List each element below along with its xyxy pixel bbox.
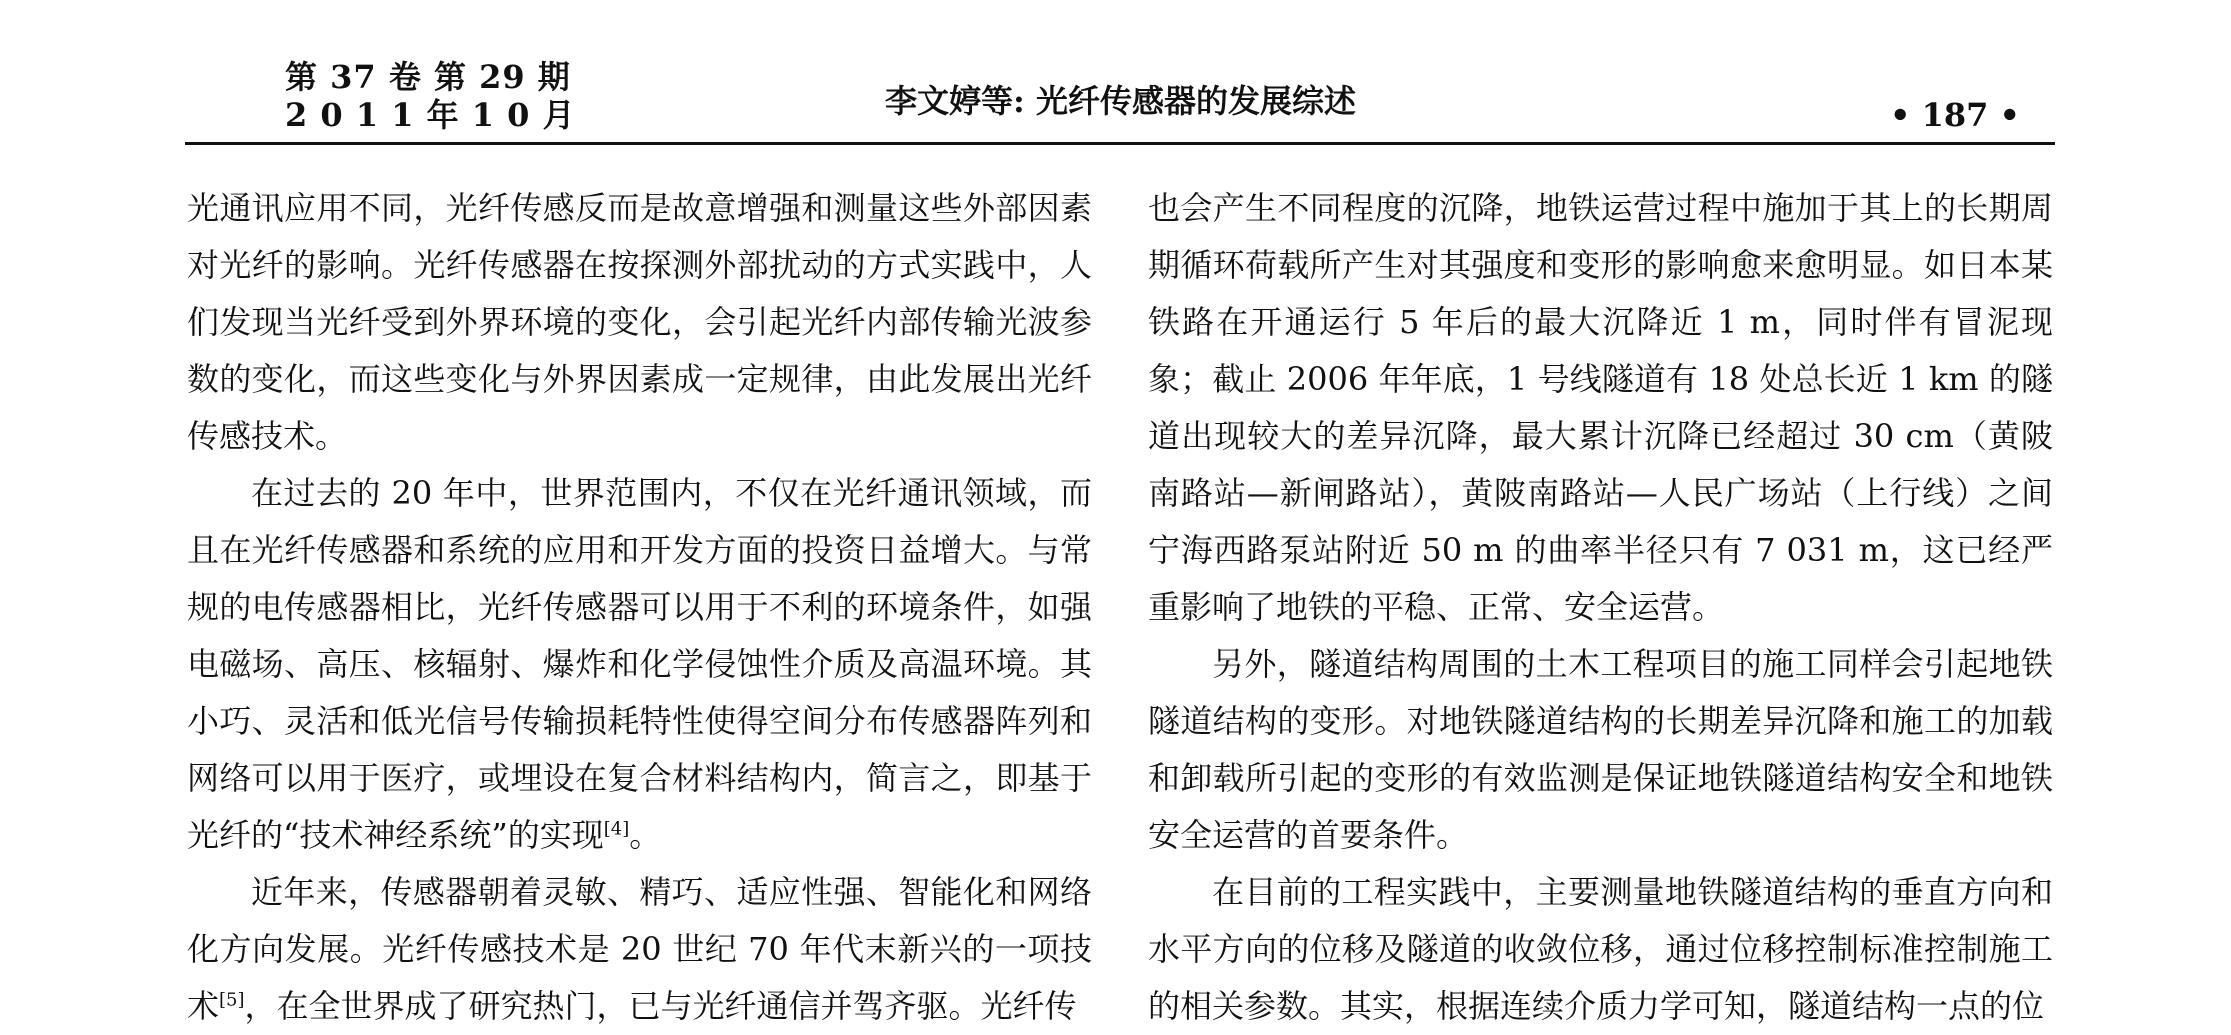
- paragraph: 也会产生不同程度的沉降，地铁运营过程中施加于其上的长期周期循环荷载所产生对其强度和变形的影响愈来愈明显。如日本某铁路在开通运行 5 年后的最大沉降近 1 m，同时伴有冒泥现象；截止 2006 年年底，1 号线隧道有 18 处总长近 1 km 的隧道出现较大的差异沉降，最大累计沉降已经超过 30 cm（黄陂南路站—新闸路站），黄陂南路站—人民广场站（上行线）之间宁海西路泵站附近 50 m 的曲率半径只有 7 031 m，这已经严重影响了地铁的平稳、正常、安全运营。: [1148, 189, 2053, 626]
- paragraph-text: 近年来，传感器朝着灵敏、精巧、适应性强、智能化和网络化方向发展。光纤传感技术是 20 世纪 70 年代末新兴的一项技术: [187, 873, 1092, 1025]
- paragraph: 在目前的工程实践中，主要测量地铁隧道结构的垂直方向和水平方向的位移及隧道的收敛位移，通过位移控制标准控制施工的相关参数。其实，根据连续介质力学可知，隧道结构一点的位: [1148, 873, 2053, 1025]
- paragraph-end: 。: [629, 816, 662, 854]
- paragraph-end: ，在全世界成了研究热门，已与光纤通信并驾齐驱。光纤传: [244, 987, 1077, 1025]
- issue-date: 2 0 1 1 年 1 0 月: [285, 96, 576, 134]
- paragraph: [187, 465, 1092, 864]
- paragraph-text: 在过去的 20 年中，世界范围内，不仅在光纤通讯领域，而且在光纤传感器和系统的应用和开发方面的投资日益增大。与常规的电传感器相比，光纤传感器可以用于不利的环境条件，如强电磁场、高压、核辐射、爆炸和化学侵蚀性介质及高温环境。其小巧、灵活和低光信号传输损耗特性使得空间分布传感器阵列和网络可以用于医疗，或埋设在复合材料结构内，简言之，即基于光纤的“技术神经系统”的实现: [187, 474, 1092, 854]
- left-column: [187, 180, 1092, 1035]
- page-header: [185, 40, 2055, 148]
- citation-ref[interactable]: [4]: [603, 818, 630, 840]
- journal-issue-info: [285, 58, 576, 134]
- header-rule: [185, 142, 2055, 145]
- right-column: [1148, 180, 2053, 1035]
- paragraph: [187, 864, 1092, 1035]
- page-number: • 187 •: [1890, 96, 2020, 134]
- citation-ref[interactable]: [5]: [219, 989, 245, 1011]
- paragraph: 另外，隧道结构周围的土木工程项目的施工同样会引起地铁隧道结构的变形。对地铁隧道结构的长期差异沉降和施工的加载和卸载所引起的变形的有效监测是保证地铁隧道结构安全和地铁安全运营的首要条件。: [1148, 645, 2053, 854]
- volume-issue: 第 37 卷 第 29 期: [285, 58, 571, 96]
- running-title: 李文婷等: 光纤传感器的发展综述: [885, 82, 1356, 120]
- paragraph: 光通讯应用不同，光纤传感反而是故意增强和测量这些外部因素对光纤的影响。光纤传感器在按探测外部扰动的方式实践中，人们发现当光纤受到外界环境的变化，会引起光纤内部传输光波参数的变化，而这些变化与外界因素成一定规律，由此发展出光纤传感技术。: [187, 189, 1092, 455]
